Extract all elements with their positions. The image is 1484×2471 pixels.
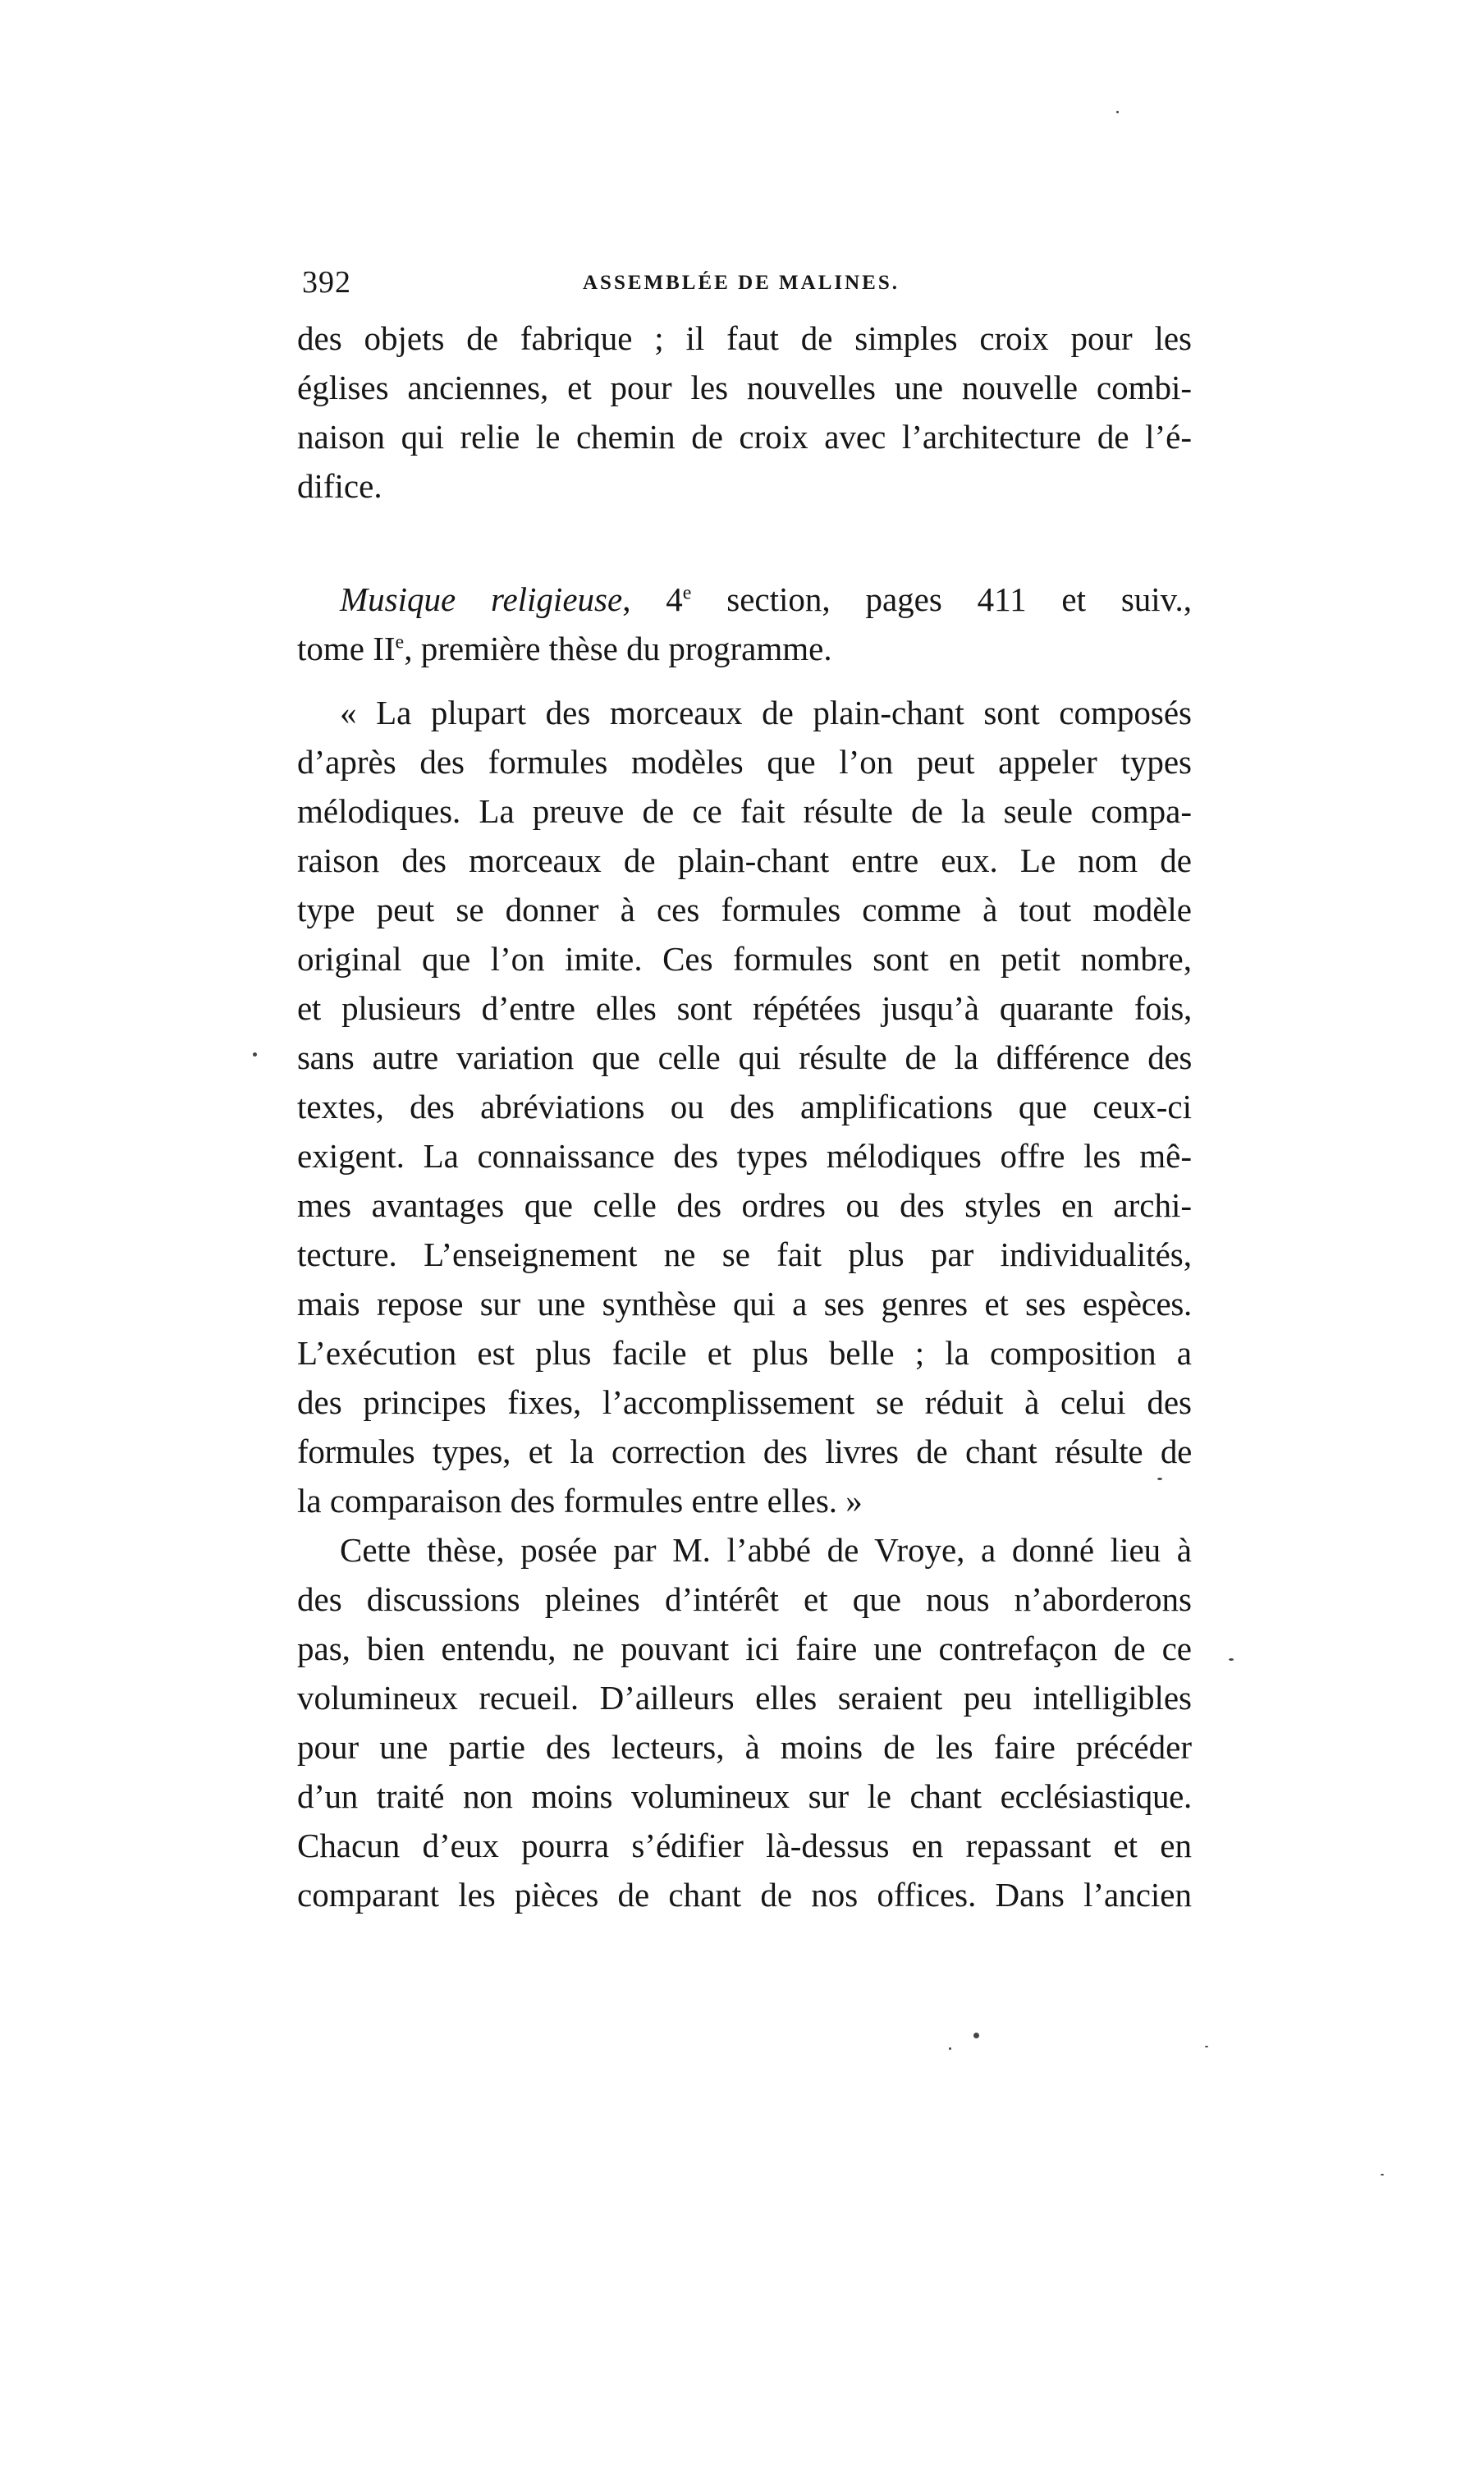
scan-speck <box>973 2033 979 2038</box>
scan-speck <box>1116 111 1119 113</box>
text-line: tome IIe, première thèse du programme. <box>297 630 832 667</box>
page-header <box>302 264 1190 305</box>
text-line: des discussions pleines d’intérêt et que nous n’aborderons <box>297 1580 1192 1618</box>
text-line: « La plupart des morceaux de plain-chant sont composés <box>340 694 1192 731</box>
text-line: raison des morceaux de plain-chant entre eux. Le nom de <box>297 841 1192 879</box>
text-line: type peut se donner à ces formules comme à tout modèle <box>297 891 1192 928</box>
text-line: sans autre variation que celle qui résulte de la différence des <box>297 1038 1192 1076</box>
scan-speck <box>1157 1478 1162 1480</box>
text-line: mélodiques. La preuve de ce fait résulte de la seule compa- <box>297 792 1192 830</box>
text-line: pas, bien entendu, ne pouvant ici faire une contrefaçon de ce <box>297 1630 1192 1667</box>
text-line: textes, des abréviations ou des amplifications que ceux-ci <box>297 1088 1192 1125</box>
text-line: la comparaison des formules entre elles. » <box>297 1482 863 1520</box>
section-reference <box>297 575 1192 673</box>
scan-speck <box>1381 2174 1384 2175</box>
text-line: difice. <box>297 467 382 505</box>
text-line: formules types, et la correction des livres de chant résulte de <box>297 1433 1192 1470</box>
scan-speck <box>1229 1658 1234 1661</box>
paragraph-continuation <box>297 314 1192 511</box>
text-line: exigent. La connaissance des types mélodiques offre les mê- <box>297 1137 1192 1175</box>
text-line: mes avantages que celle des ordres ou des styles en archi- <box>297 1186 1192 1224</box>
text-line: et plusieurs d’entre elles sont répétées jusqu’à quarante fois, <box>297 989 1192 1027</box>
commentary-paragraph <box>297 1525 1192 1919</box>
text-line: naison qui relie le chemin de croix avec l’architecture de l’é- <box>297 418 1192 456</box>
text-line: original que l’on imite. Ces formules sont en petit nombre, <box>297 940 1192 978</box>
text-line: volumineux recueil. D’ailleurs elles seraient peu intelligibles <box>297 1679 1192 1717</box>
page-number: 392 <box>302 265 351 300</box>
text-line: Cette thèse, posée par M. l’abbé de Vroye, a donné lieu à <box>340 1531 1192 1569</box>
text-line: comparant les pièces de chant de nos offices. Dans l’ancien <box>297 1876 1192 1914</box>
quoted-thesis <box>297 688 1192 1525</box>
text-line: tecture. L’enseignement ne se fait plus par individualités, <box>297 1236 1192 1273</box>
scan-speck <box>949 2047 951 2050</box>
text-line: L’exécution est plus facile et plus belle ; la composition a <box>297 1334 1192 1372</box>
text-line: des principes fixes, l’accomplissement se réduit à celui des <box>297 1383 1192 1421</box>
text-line: d’un traité non moins volumineux sur le chant ecclésiastique. <box>297 1777 1192 1815</box>
text-line: d’après des formules modèles que l’on peut appeler types <box>297 743 1192 781</box>
text-line: mais repose sur une synthèse qui a ses genres et ses espèces. <box>297 1285 1192 1323</box>
text-line: Chacun d’eux pourra s’édifier là-dessus en repassant et en <box>297 1827 1192 1864</box>
text-line: des objets de fabrique ; il faut de simples croix pour les <box>297 319 1192 357</box>
running-title: ASSEMBLÉE DE MALINES. <box>583 272 900 294</box>
text-line: pour une partie des lecteurs, à moins de les faire précéder <box>297 1728 1192 1766</box>
text-line: églises anciennes, et pour les nouvelles une nouvelle combi- <box>297 369 1192 406</box>
section-title: Musique religieuse <box>340 580 623 618</box>
text-line: Musique religieuse, 4e section, pages 411 et suiv., <box>340 580 1193 618</box>
scan-speck <box>253 1052 257 1057</box>
scan-speck <box>1205 2046 1208 2047</box>
